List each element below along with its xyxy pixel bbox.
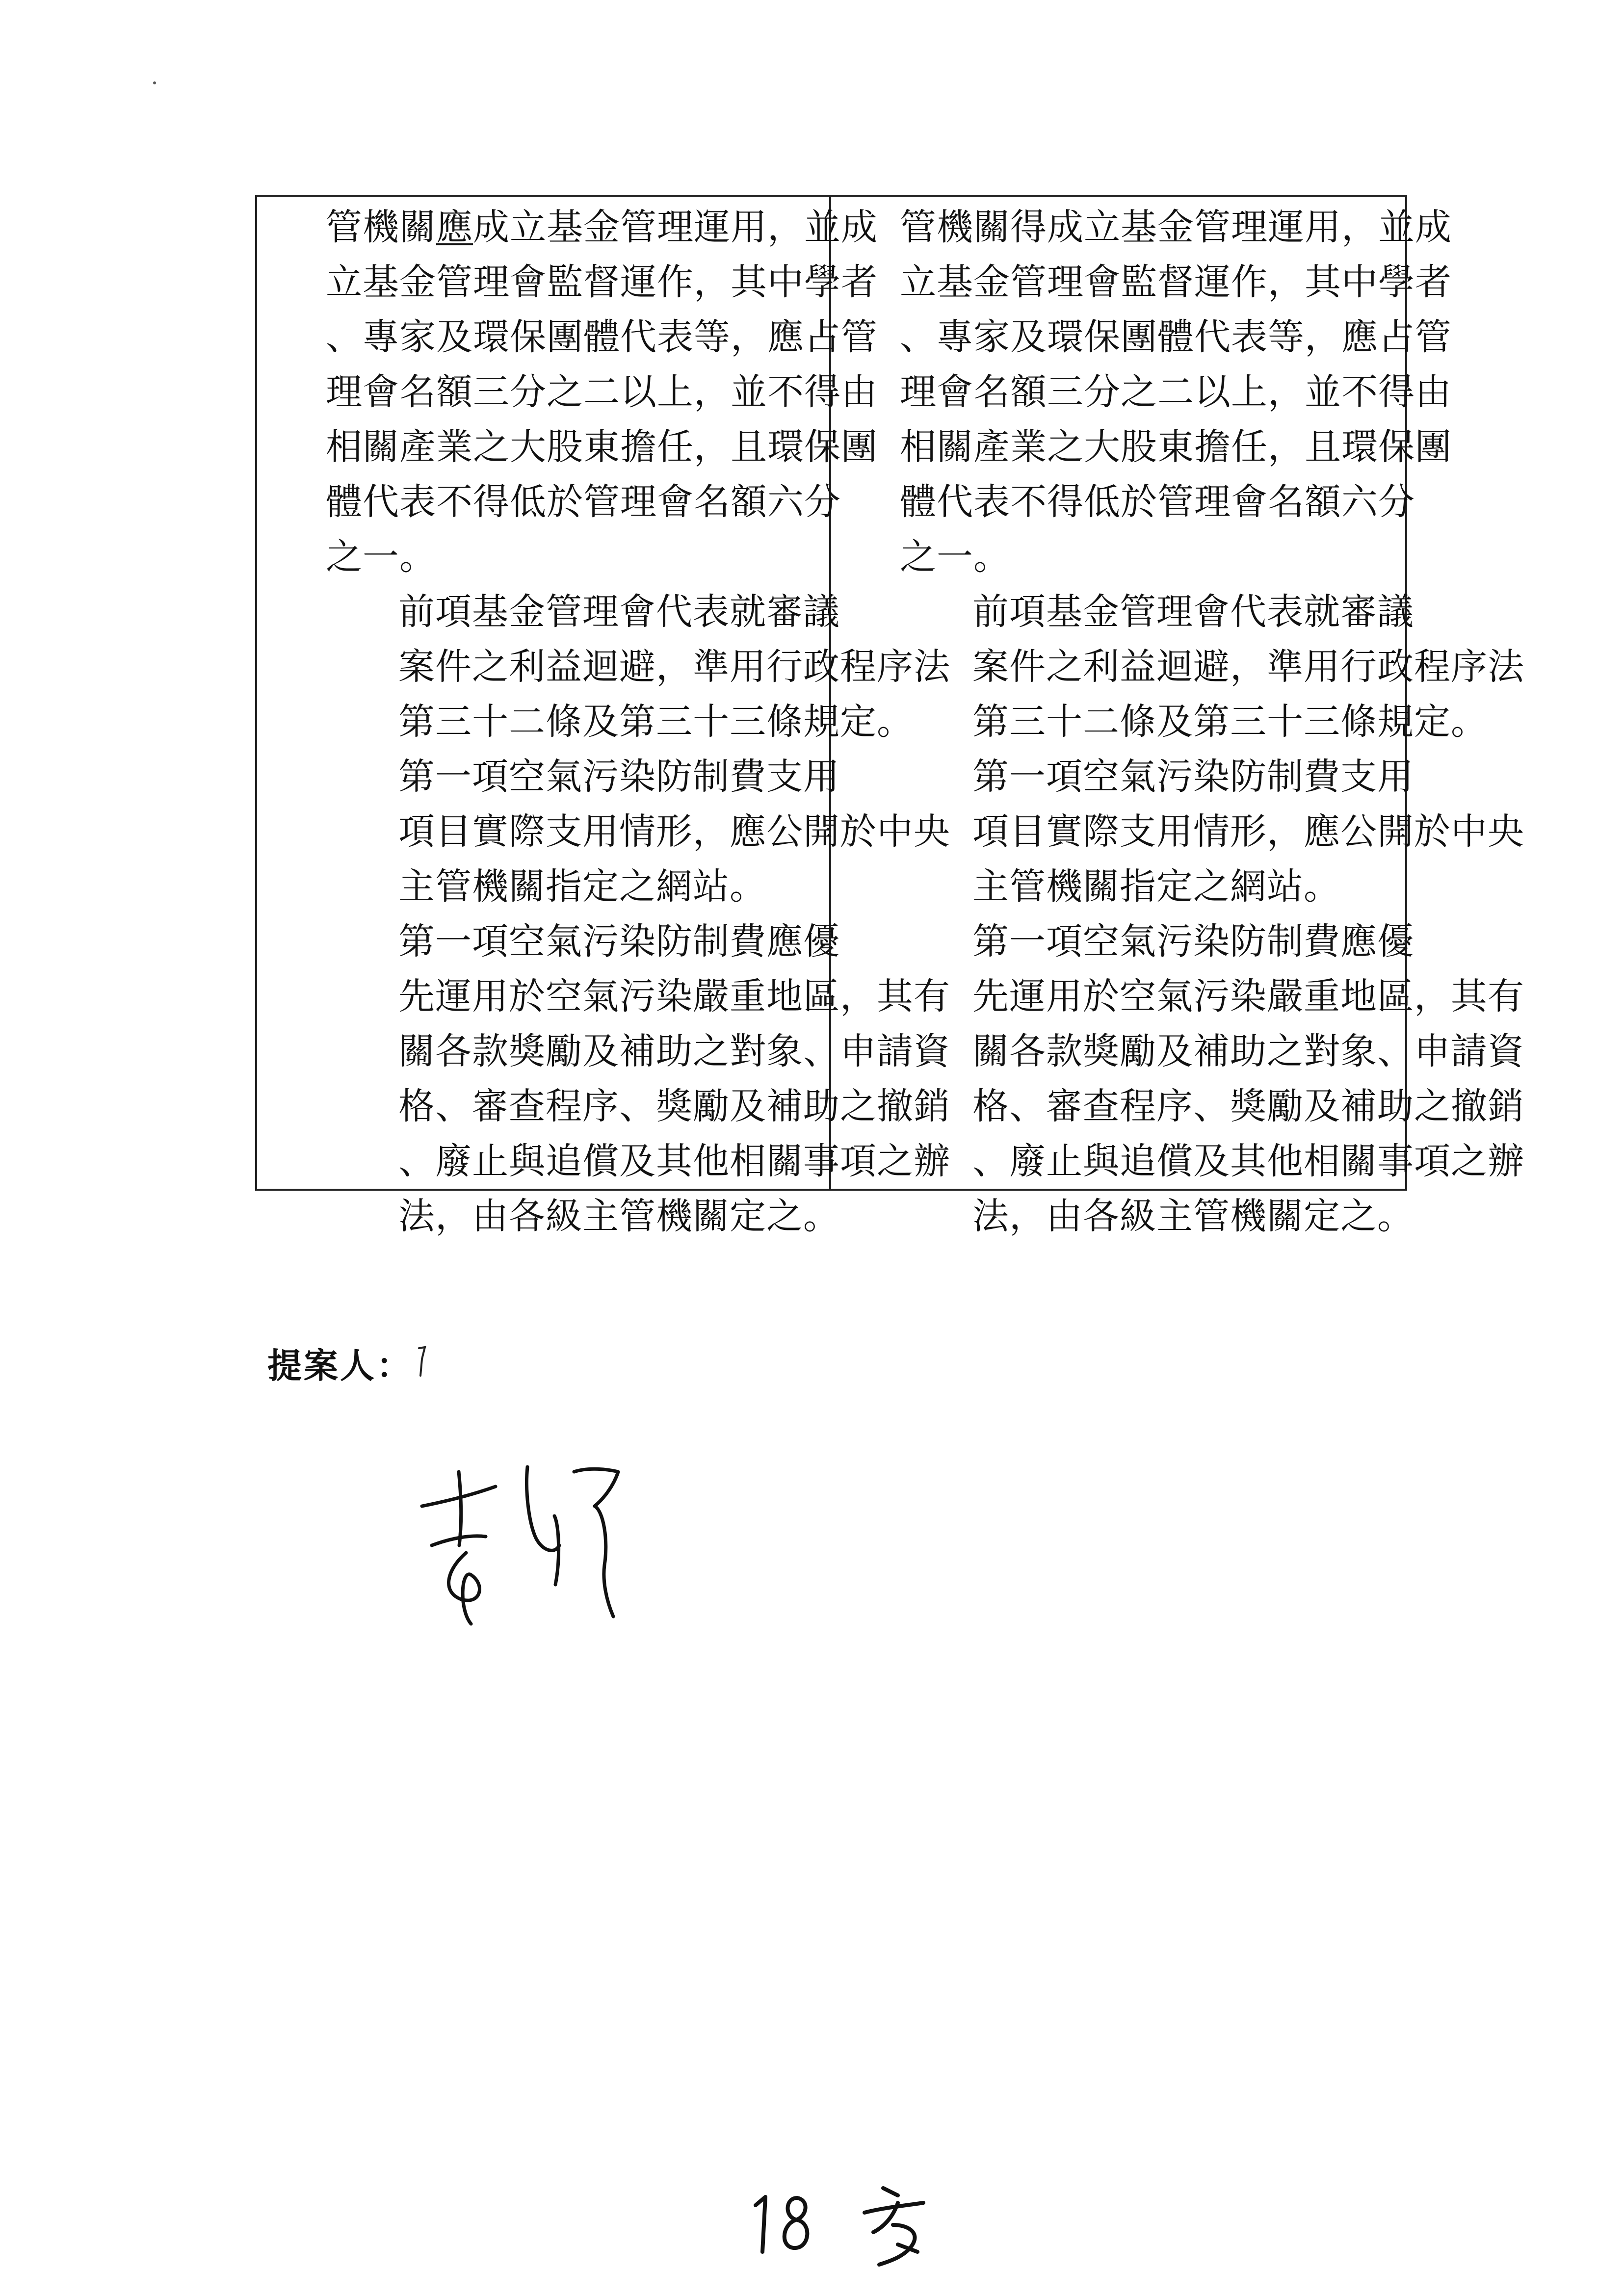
text-line: 先運用於空氣污染嚴重地區，其有 xyxy=(398,975,950,1018)
text-line: 案件之利益迴避，準用行政程序法 xyxy=(398,646,950,688)
left-column xyxy=(257,197,950,1237)
text-line: 、廢止與追償及其他相關事項之辦 xyxy=(972,1140,1524,1182)
text-line: 體代表不得低於管理會名額六分 xyxy=(326,481,841,523)
text-segment: 管機關 xyxy=(326,206,436,248)
text-line: 格、審查程序、獎勵及補助之撤銷 xyxy=(972,1085,1524,1127)
text-line: 前項基金管理會代表就審議 xyxy=(972,591,1414,633)
left-column-paragraph xyxy=(326,200,878,584)
text-line: 項目實際支用情形，應公開於中央 xyxy=(398,810,950,853)
text-line: 格、審查程序、獎勵及補助之撤銷 xyxy=(398,1085,950,1127)
text-line: 案件之利益迴避，準用行政程序法 xyxy=(972,646,1524,688)
text-line: 相關產業之大股東擔任，且環保團 xyxy=(326,426,878,468)
text-line: 、專家及環保團體代表等，應占管 xyxy=(326,316,878,358)
text-line: 第三十二條及第三十三條規定。 xyxy=(398,701,914,743)
small-mark xyxy=(417,1344,427,1379)
text-line: 關各款獎勵及補助之對象、申請資 xyxy=(398,1030,950,1072)
comparison-table xyxy=(255,195,1524,1237)
right-column-paragraph xyxy=(900,914,1524,1244)
text-line: 主管機關指定之網站。 xyxy=(398,865,766,908)
proposer-label: 提案人： xyxy=(267,1346,413,1386)
text-line: 立基金管理會監督運作，其中學者 xyxy=(900,261,1452,303)
right-column-paragraph xyxy=(900,584,1524,749)
text-segment: 成立基金管理運用，並成 xyxy=(473,206,878,248)
text-line: 體代表不得低於管理會名額六分 xyxy=(900,481,1415,523)
right-column-paragraph xyxy=(900,749,1524,914)
text-line: 理會名額三分之二以上，並不得由 xyxy=(326,371,878,413)
left-column-paragraph xyxy=(326,914,950,1244)
text-line: 主管機關指定之網站。 xyxy=(972,865,1340,908)
text-line: 之一。 xyxy=(326,536,436,578)
text-line: 第一項空氣污染防制費支用 xyxy=(972,756,1414,798)
right-column-paragraph xyxy=(900,200,1452,584)
scan-speck xyxy=(153,81,156,84)
handwritten-signature xyxy=(412,1452,667,1639)
text-line: 立基金管理會監督運作，其中學者 xyxy=(326,261,878,303)
text-line: 法，由各級主管機關定之。 xyxy=(972,1195,1414,1237)
text-line: 、專家及環保團體代表等，應占管 xyxy=(900,316,1452,358)
left-column-paragraph xyxy=(326,584,950,749)
text-line: 理會名額三分之二以上，並不得由 xyxy=(900,371,1452,413)
text-line: 關各款獎勵及補助之對象、申請資 xyxy=(972,1030,1524,1072)
handwritten-page-number xyxy=(751,2178,942,2271)
text-line: 第三十二條及第三十三條規定。 xyxy=(972,701,1488,743)
text-line: 、廢止與追償及其他相關事項之辦 xyxy=(398,1140,950,1182)
text-line: 第一項空氣污染防制費應優 xyxy=(972,920,1414,963)
text-line: 管機關得成立基金管理運用，並成 xyxy=(900,206,1452,248)
text-line: 相關產業之大股東擔任，且環保團 xyxy=(900,426,1452,468)
text-line: 第一項空氣污染防制費支用 xyxy=(398,756,840,798)
text-line: 前項基金管理會代表就審議 xyxy=(398,591,840,633)
text-line: 之一。 xyxy=(900,536,1010,578)
left-column-paragraph xyxy=(326,749,950,914)
underlined-word: 應 xyxy=(436,206,473,248)
text-line: 法，由各級主管機關定之。 xyxy=(398,1195,840,1237)
text-line xyxy=(326,200,878,255)
text-line: 第一項空氣污染防制費應優 xyxy=(398,920,840,963)
right-column xyxy=(831,197,1524,1237)
text-line: 項目實際支用情形，應公開於中央 xyxy=(972,810,1524,853)
text-line: 先運用於空氣污染嚴重地區，其有 xyxy=(972,975,1524,1018)
